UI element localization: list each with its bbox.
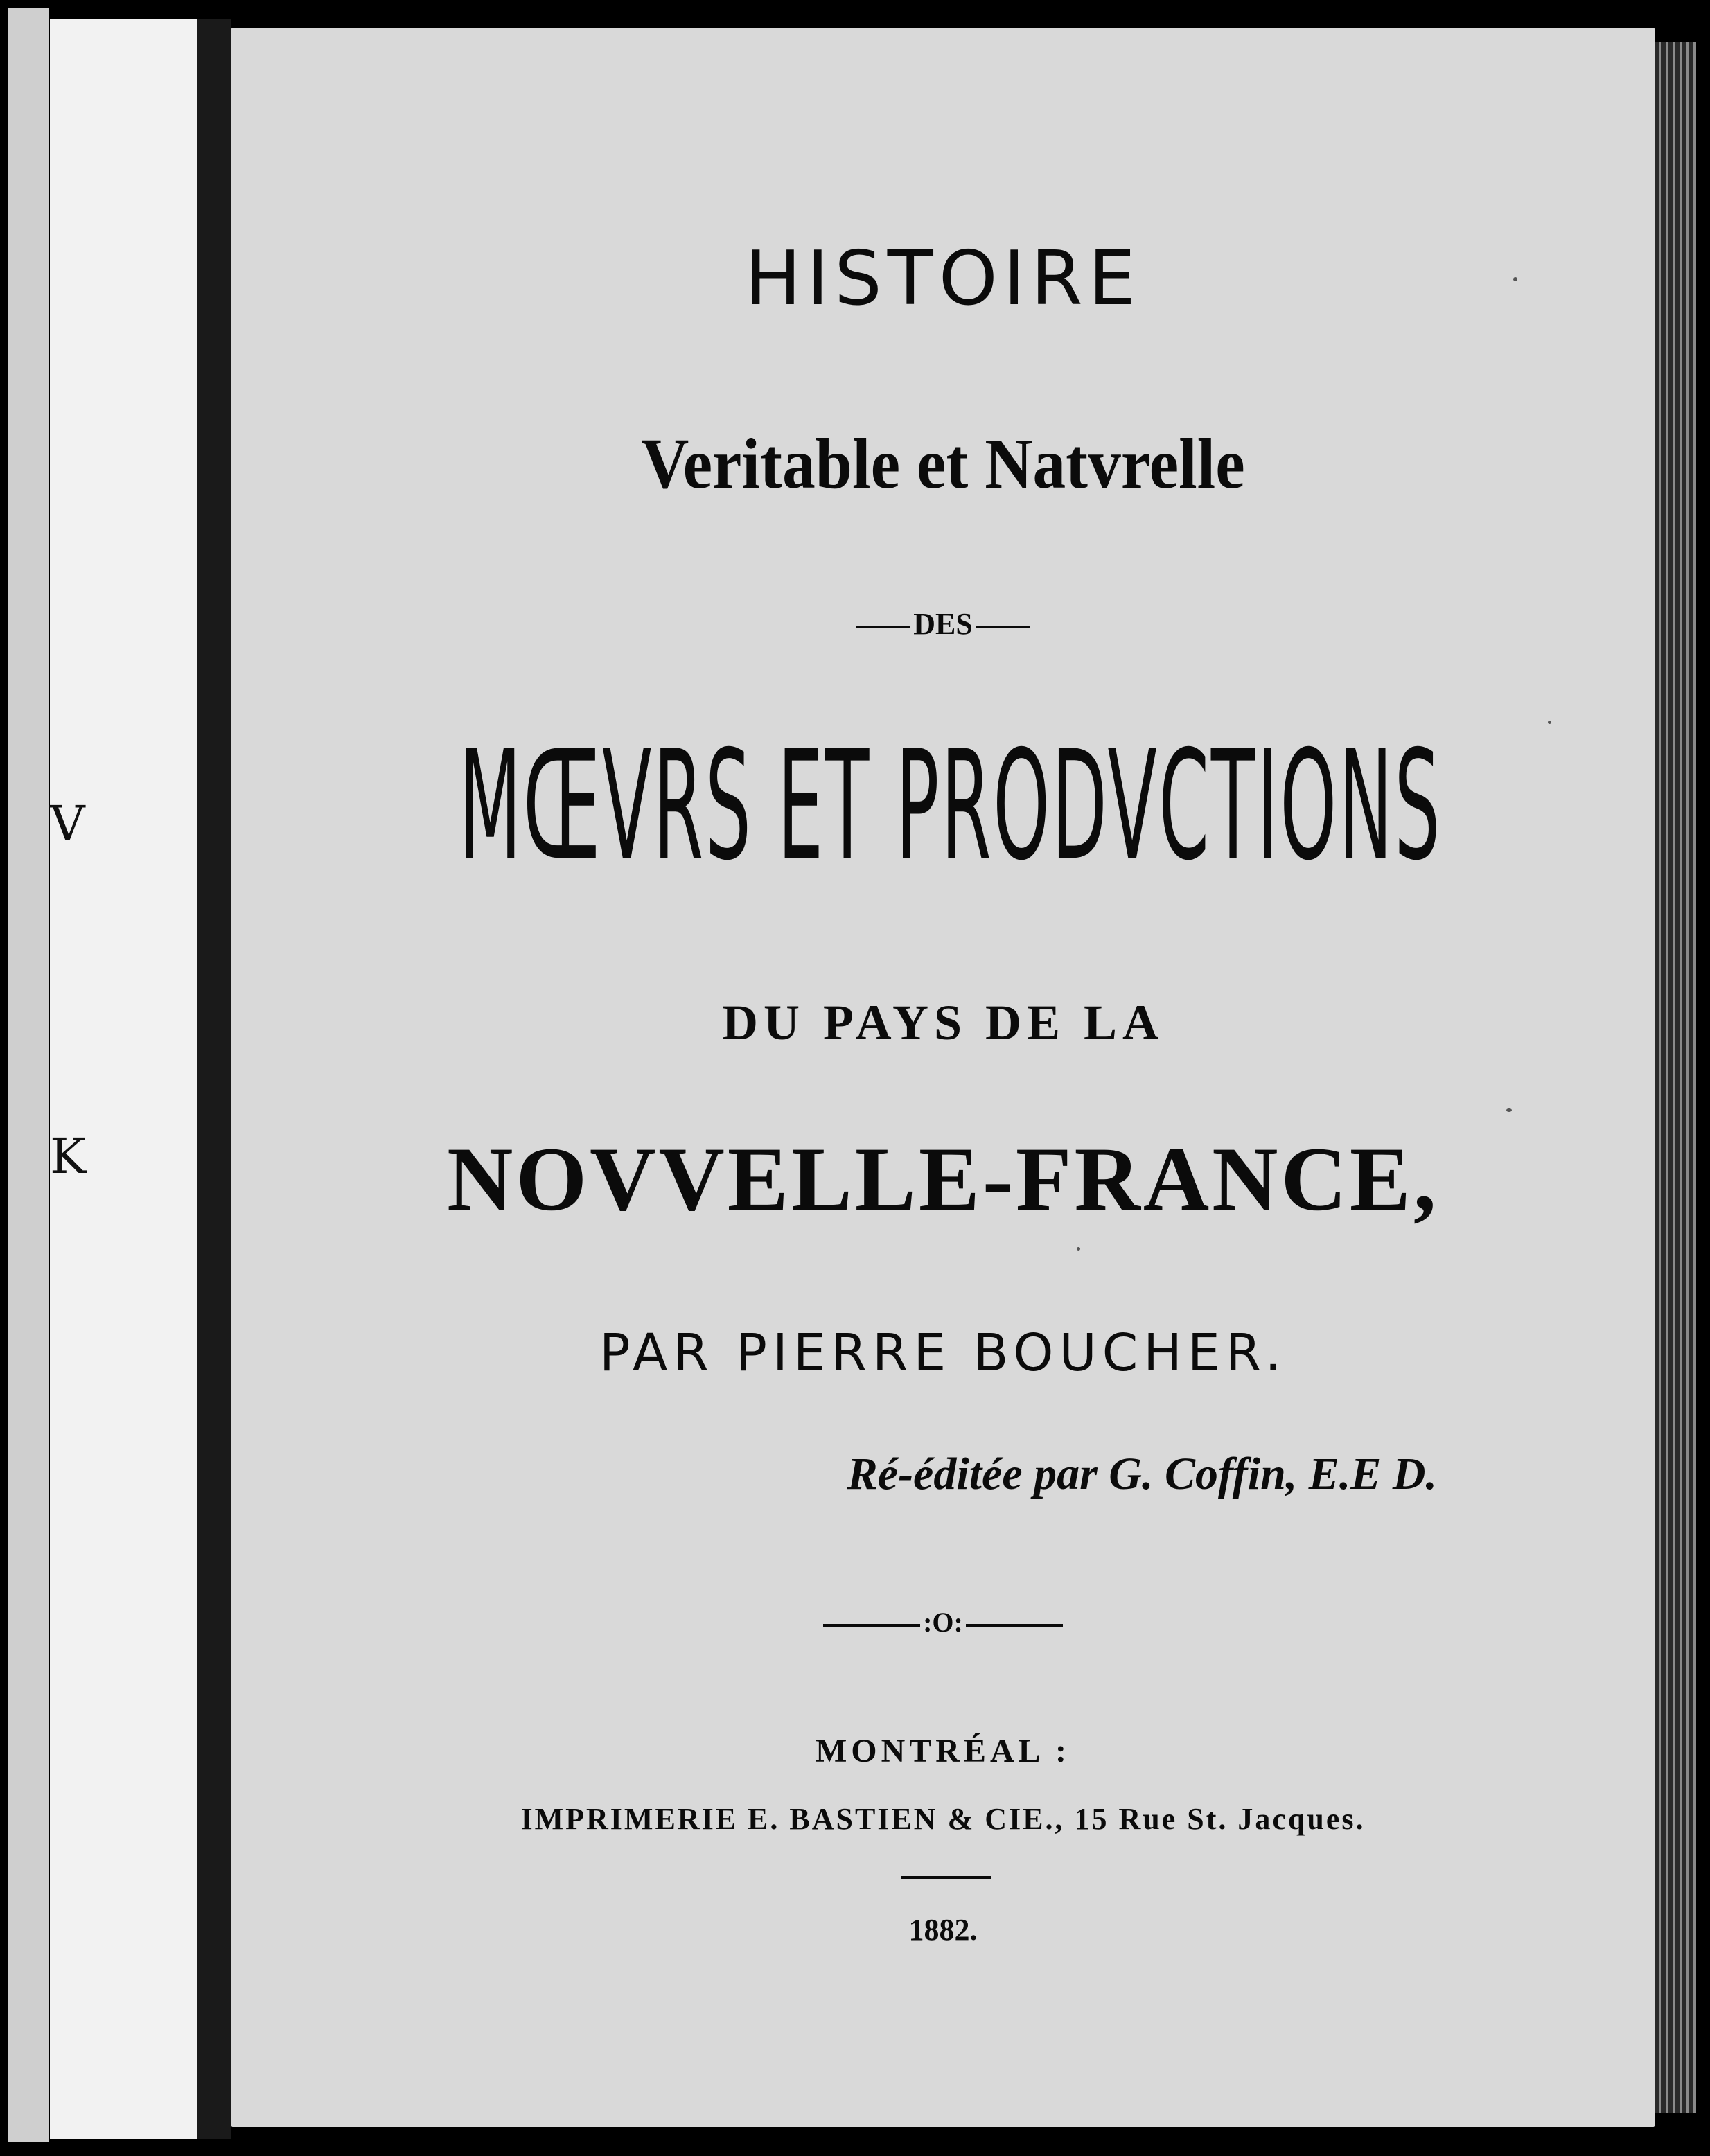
city-line: MONTRÉAL : bbox=[815, 1733, 1070, 1769]
du-pays-line: DU PAYS DE LA bbox=[721, 995, 1165, 1050]
paper-speck bbox=[1077, 1247, 1080, 1251]
paper-speck bbox=[1548, 721, 1551, 724]
previous-page-fragment: V bbox=[50, 795, 85, 852]
previous-page-fragment: K bbox=[50, 1128, 87, 1185]
ornament-label: :O: bbox=[923, 1607, 963, 1638]
publication-year: 1882. bbox=[908, 1913, 978, 1947]
short-rule bbox=[901, 1876, 991, 1879]
rule-left bbox=[856, 626, 910, 628]
scan-border bbox=[8, 8, 49, 2142]
rule-right bbox=[976, 626, 1030, 628]
printer-line: IMPRIMERIE E. BASTIEN & CIE., 15 Rue St. Jacques. bbox=[520, 1802, 1366, 1836]
des-label: DES bbox=[913, 607, 973, 641]
rule-left bbox=[823, 1624, 920, 1627]
author-line: PAR PIERRE BOUCHER. bbox=[599, 1323, 1287, 1383]
des-divider bbox=[231, 606, 1655, 642]
paper-speck bbox=[1513, 277, 1517, 281]
page-gutter bbox=[197, 19, 231, 2139]
paper-speck bbox=[1506, 1108, 1512, 1112]
editor-line: Ré-éditée par G. Coffin, E.E D. bbox=[847, 1449, 1437, 1499]
page-stack-edge bbox=[1655, 42, 1696, 2113]
title-page bbox=[231, 28, 1655, 2127]
ornament-divider bbox=[231, 1606, 1655, 1638]
subtitle: Veritable et Natvrelle bbox=[641, 424, 1245, 504]
previous-page-edge bbox=[50, 19, 197, 2139]
nouvelle-france-title: NOVVELLE-FRANCE, bbox=[447, 1128, 1439, 1230]
rule-right bbox=[966, 1624, 1063, 1627]
main-title: MŒVRS ET PRODVCTIONS bbox=[459, 718, 1443, 894]
heading-histoire: HISTOIRE bbox=[745, 236, 1141, 322]
